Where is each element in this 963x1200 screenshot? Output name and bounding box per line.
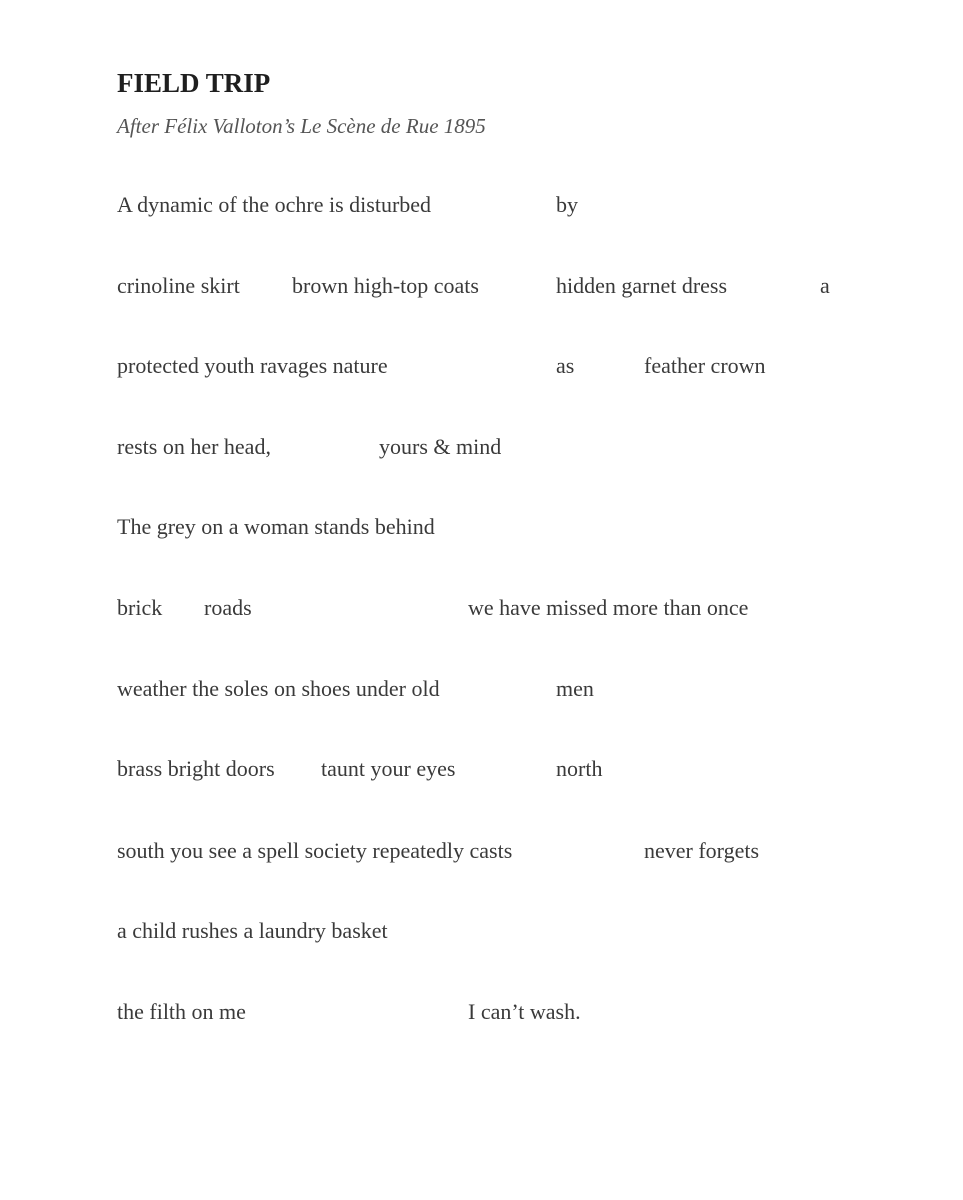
poem-line-2-fragment-2: brown high-top coats [292,273,479,298]
poem-line-7-fragment-1: weather the soles on shoes under old [117,676,440,701]
poem-line-5-fragment-1: The grey on a woman stands behind [117,514,435,539]
poem-line-2-fragment-1: crinoline skirt [117,273,240,298]
poem-line-2-fragment-4: a [820,273,830,298]
poem-line-8-fragment-2: taunt your eyes [321,756,456,781]
poem-line-6-fragment-1: brick [117,595,163,620]
poem-line-8-fragment-3: north [556,756,603,781]
poem-title: FIELD TRIP [117,68,271,98]
poem-line-1-fragment-2: by [556,192,578,217]
poem-line-11-fragment-1: the filth on me [117,999,246,1024]
poem-line-9-fragment-2: never forgets [644,838,760,863]
poem-line-3-fragment-3: feather crown [644,353,766,378]
poem-line-10-fragment-1: a child rushes a laundry basket [117,918,388,943]
poem-line-6-fragment-2: roads [204,595,252,620]
poem-line-8-fragment-1: brass bright doors [117,756,275,781]
poem-line-3-fragment-2: as [556,353,575,378]
poem-subtitle: After Félix Valloton’s Le Scène de Rue 1895 [117,114,486,138]
poem-line-1-fragment-1: A dynamic of the ochre is disturbed [117,192,432,217]
poem-line-3-fragment-1: protected youth ravages nature [117,353,388,378]
poem-line-6-fragment-3: we have missed more than once [468,595,749,620]
poem-line-7-fragment-2: men [556,676,594,701]
poem-line-2-fragment-3: hidden garnet dress [556,273,728,298]
poem-line-9-fragment-1: south you see a spell society repeatedly casts [117,838,513,863]
poem-line-4-fragment-2: yours & mind [379,434,502,459]
poem-line-4-fragment-1: rests on her head, [117,434,271,459]
poem-line-11-fragment-2: I can’t wash. [468,999,581,1024]
